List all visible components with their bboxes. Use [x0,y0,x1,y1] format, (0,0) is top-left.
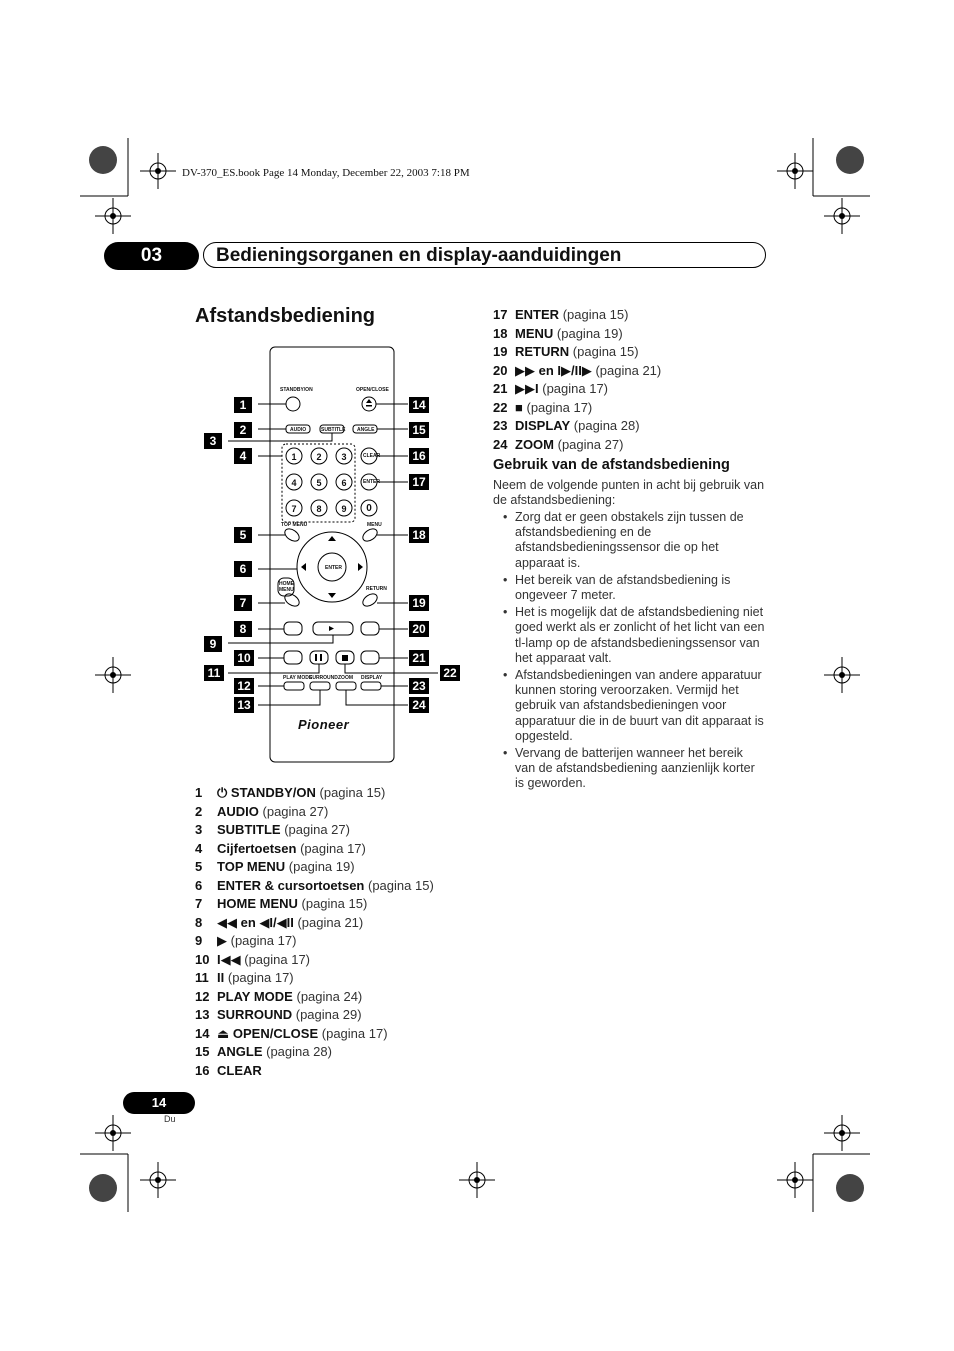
list-item: 22 ■ (pagina 17) [493,399,593,415]
starburst-mark-4 [836,1174,864,1202]
list-item: 7 HOME MENU (pagina 15) [195,896,368,911]
display-button [361,682,381,690]
menu-button [361,526,380,543]
return-button [361,591,380,608]
callout-6: 6 [234,561,252,577]
remote-label-audio: AUDIO [290,427,307,433]
callout-21: 21 [409,650,429,666]
callout-3: 3 [204,433,222,449]
remote-label-open-close: OPEN/CLOSE [356,387,389,393]
starburst-mark-3 [89,1174,117,1202]
play-mode-button [284,682,304,690]
list-item: 20 ▶▶ en I▶/II▶ (pagina 21) [493,362,662,378]
callout-11: 11 [204,665,224,681]
callout-22: 22 [440,665,460,681]
remote-label-top-menu: TOP MENU [281,522,308,528]
callout-19: 19 [409,595,429,611]
pause-button [310,651,328,664]
callout-23: 23 [409,678,429,694]
page-number: 14 [123,1092,195,1114]
remote-label-display: DISPLAY [361,675,383,681]
callout-15: 15 [409,422,429,438]
remote-label-angle: ANGLE [357,427,375,433]
remote-label-home-menu: HOME MENU [279,581,294,593]
remote-label-subtitle: SUBTITLE [321,427,346,433]
bullet-item: • Vervang de batterijen wanneer het bereik van de afstandsbediening aanzienlijk korter is geworden. [497,746,765,792]
list-item: 8 ◀◀ en ◀I/◀II (pagina 21) [195,914,364,930]
step-back-button [283,591,302,608]
list-item: 17 ENTER (pagina 15) [493,307,629,322]
remote-label-menu: MENU [367,522,382,528]
list-item: 23 DISPLAY (pagina 28) [493,418,640,433]
remote-label-zoom: ZOOM [338,675,353,681]
standby-button [286,397,300,411]
list-item: 24 ZOOM (pagina 27) [493,436,624,452]
next-button [361,651,379,664]
list-item: 9 ▶ (pagina 17) [195,933,297,948]
surround-button [310,682,330,690]
callout-2: 2 [234,422,252,438]
list-item: 1 ⏻ STANDBY/ON (pagina 15) [195,785,386,800]
digit-label-1: 1 [291,452,297,462]
remote-label-clear: CLEAR [363,453,381,459]
remote-label-standby: STANDBY/ON [280,387,313,393]
zoom-button [336,682,356,690]
remote-label-enter-side: ENTER [363,479,380,485]
callout-12: 12 [234,678,254,694]
digit-label-3: 3 [341,452,347,462]
list-item: 13 SURROUND (pagina 29) [195,1007,362,1022]
remote-label-return: RETURN [366,586,387,592]
digit-label-4: 4 [291,478,297,488]
digit-label-8: 8 [316,504,322,514]
digit-label-7: 7 [291,504,297,514]
bullet-item: • Zorg dat er geen obstakels zijn tussen de afstandsbediening en de afstandsbedieningssensor die op het apparaat is. [497,510,765,571]
list-item: 12 PLAY MODE (pagina 24) [195,988,363,1004]
callout-13: 13 [234,697,254,713]
remote-label-surround: SURROUND [309,675,338,681]
rewind-button [284,622,302,635]
callout-16: 16 [409,448,429,464]
language-code: Du [164,1114,176,1124]
usage-bullets [497,510,765,794]
callout-20: 20 [409,621,429,637]
starburst-mark-1 [89,146,117,174]
button-list-right [493,306,661,454]
callout-5: 5 [234,527,252,543]
bullet-item: • Afstandsbedieningen van andere apparatuur kunnen storing veroorzaken. Vermijd het gebruik van afstandsbedieningen voor apparatuur die in de buurt van dit apparaat is opgesteld. [497,668,765,744]
section-title: Afstandsbediening [195,305,376,327]
callout-14: 14 [409,397,429,413]
remote-label-enter-center: ENTER [325,565,342,571]
list-item: 4 Cijfertoetsen (pagina 17) [195,840,366,856]
list-item: 14 ⏏ OPEN/CLOSE (pagina 17) [195,1025,388,1041]
starburst-mark-2 [836,146,864,174]
list-item: 6 ENTER & cursortoetsen (pagina 15) [195,877,434,893]
file-header: DV-370_ES.book Page 14 Monday, December 22, 2003 7:18 PM [182,167,470,179]
list-item: 15 ANGLE (pagina 28) [195,1044,332,1059]
usage-intro: Neem de volgende punten in acht bij gebruik van de afstandsbediening: [493,478,765,508]
digit-label-2: 2 [316,452,322,462]
previous-button [284,651,302,664]
list-item: 18 MENU (pagina 19) [493,325,623,341]
callout-24: 24 [409,697,429,713]
usage-heading: Gebruik van de afstandsbediening [493,457,730,473]
list-item: 2 AUDIO (pagina 27) [195,803,329,819]
list-item: 11 II (pagina 17) [195,970,294,985]
digit-label-5: 5 [316,478,322,488]
bullet-item: • Het bereik van de afstandsbediening is ongeveer 7 meter. [497,573,765,603]
list-item: 16 CLEAR [195,1062,262,1078]
digit-label-0: 0 [366,503,372,514]
button-list-left [195,784,434,1080]
list-item: 19 RETURN (pagina 15) [493,344,639,359]
remote-label-play-mode: PLAY MODE [283,675,313,681]
bullet-item: • Het is mogelijk dat de afstandsbediening niet goed werkt als er zonlicht of het licht van een tl-lamp op de afstandsbedieningssensor van het apparaat valt. [497,605,765,666]
list-item: 10 I◀◀ (pagina 17) [195,951,311,967]
digit-label-9: 9 [341,504,347,514]
top-menu-button [283,526,302,543]
brand-logo-text: Pioneer [298,717,350,732]
callout-17: 17 [409,474,429,490]
chapter-number: 03 [104,242,199,270]
list-item: 21 ▶▶I (pagina 17) [493,381,609,396]
list-item: 5 TOP MENU (pagina 19) [195,859,355,874]
callout-9: 9 [204,636,222,652]
digit-label-6: 6 [341,478,347,488]
callout-10: 10 [234,650,254,666]
callout-1: 1 [234,397,252,413]
callout-7: 7 [234,595,252,611]
callout-4: 4 [234,448,252,464]
forward-button [361,622,379,635]
chapter-title: Bedieningsorganen en display-aanduidingen [203,242,766,268]
callout-18: 18 [409,527,429,543]
list-item: 3 SUBTITLE (pagina 27) [195,822,350,837]
callout-8: 8 [234,621,252,637]
